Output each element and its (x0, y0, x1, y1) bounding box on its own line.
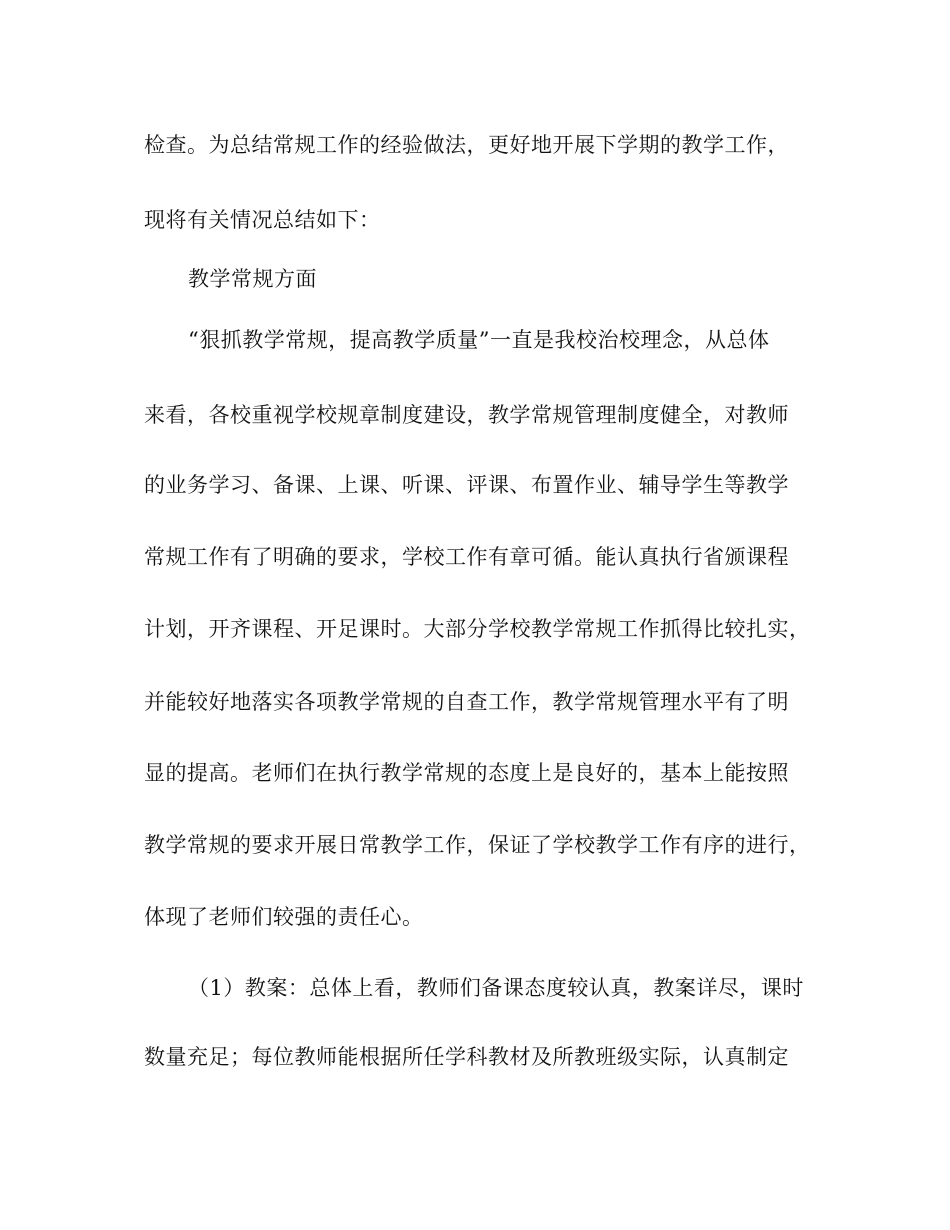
text-line-10: 教学常规的要求开展日常教学工作，保证了学校教学工作有序的进行， (144, 833, 811, 857)
text-line-13: 数量充足；每位教师能根据所任学科教材及所教班级实际，认真制定 (144, 1045, 789, 1069)
text-line-11: 体现了老师们较强的责任心。 (144, 905, 424, 929)
text-line-2: 现将有关情况总结如下： (144, 208, 381, 232)
text-line-7: 计划，开齐课程、开足课时。大部分学校教学常规工作抓得比较扎实， (144, 617, 811, 641)
text-line-5: 的业务学习、备课、上课、听课、评课、布置作业、辅导学生等教学 (144, 473, 789, 497)
text-line-8: 并能较好地落实各项教学常规的自查工作，教学常规管理水平有了明 (144, 690, 789, 714)
text-line-9: 显的提高。老师们在执行教学常规的态度上是良好的，基本上能按照 (144, 761, 789, 785)
text-line-6: 常规工作有了明确的要求，学校工作有章可循。能认真执行省颁课程 (144, 545, 789, 569)
text-line-3: “狠抓教学常规，提高教学质量”一直是我校治校理念，从总体 (188, 328, 770, 352)
text-line-12: （1）教案：总体上看，教师们备课态度较认真，教案详尽，课时 (188, 976, 804, 1000)
text-line-1: 检查。为总结常规工作的经验做法，更好地开展下学期的教学工作， (144, 133, 789, 157)
text-line-4: 来看，各校重视学校规章制度建设，教学常规管理制度健全，对教师 (144, 403, 789, 427)
section-heading: 教学常规方面 (188, 267, 317, 291)
